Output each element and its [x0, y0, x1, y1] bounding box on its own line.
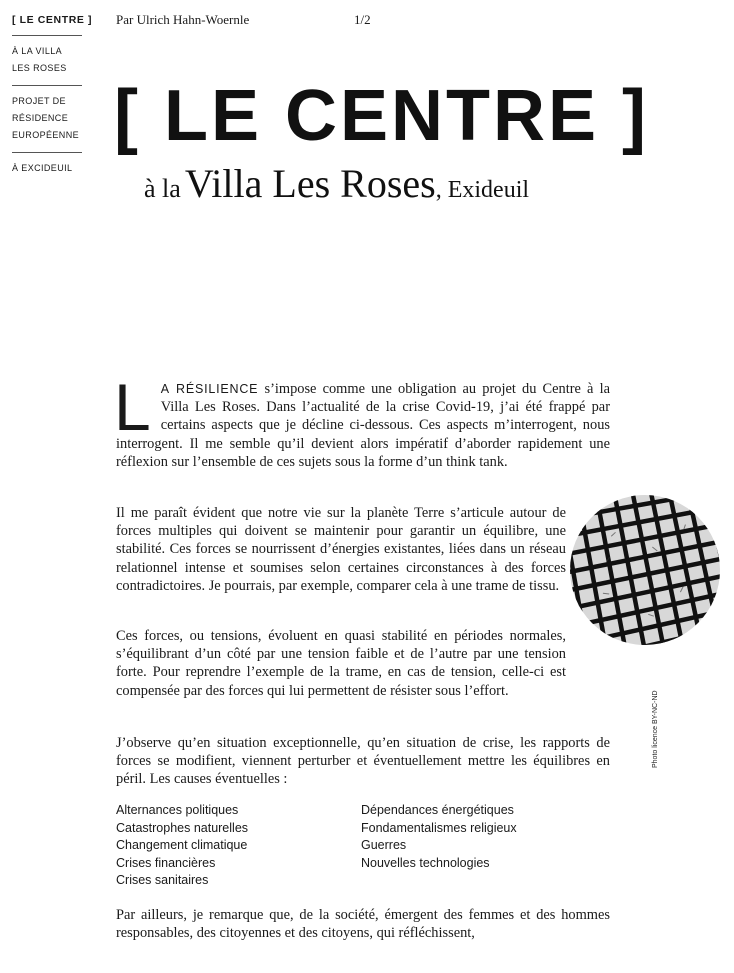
page-subtitle: [144, 160, 529, 207]
causes-list-left: [116, 802, 248, 890]
author-byline: Par Ulrich Hahn-Woernle: [116, 12, 250, 27]
subtitle-main: Villa Les Roses: [184, 161, 436, 206]
list-item: Fondamentalismes religieux: [361, 820, 517, 835]
sidebar-item-excideuil[interactable]: [12, 153, 82, 185]
page-title: [ LE CENTRE ]: [114, 76, 649, 156]
list-item: Nouvelles technologies: [361, 855, 490, 870]
paragraph-tensions: Ces forces, ou tensions, évoluent en quasi stabilité en périodes normales, s’équilibrant d’un côté par une tension faible et de l’autre par une tension forte. Pour reprendre l’exemple de la trame, en cas de tension, celle-ci est compensée par des forces qui lui permettent de résister sous l’effort.: [116, 628, 566, 699]
list-item: Dépendances énergétiques: [361, 803, 514, 817]
causes-list-right: [361, 802, 517, 872]
list-item: Alternances politiques: [116, 803, 239, 817]
sidebar-item-line: RÉSIDENCE: [12, 113, 69, 123]
list-item: Crises sanitaires: [116, 873, 209, 888]
sidebar-item-line: EUROPÉENNE: [12, 130, 80, 140]
paragraph-text: s’impose comme une obligation au projet du Centre à la Villa Les Roses. Dans l’actualité de la crise Covid-19, j’ai été frappé par certains aspects que je décline ci-dessous. Ces aspects m’interrogent, nous interrogent. Il me semble qu’il devient alors impératif d’aborder rapidement une réflexion sur l’ensemble de ces sujets sous la forme d’un think tank.: [116, 381, 610, 470]
sidebar-item-line: PROJET DE: [12, 96, 66, 106]
sidebar-item-villa[interactable]: [12, 36, 82, 86]
list-item: Changement climatique: [116, 838, 248, 853]
sidebar-item-line: LES ROSES: [12, 63, 67, 73]
list-item: Guerres: [361, 838, 407, 853]
subtitle-suffix: , Exideuil: [435, 177, 530, 203]
fabric-grid-photo-icon: [569, 494, 721, 646]
lead-words: A RÉSILIENCE: [160, 382, 259, 396]
sidebar-item-residence[interactable]: [12, 86, 82, 153]
sidebar-header[interactable]: [ LE CENTRE ]: [12, 14, 82, 36]
sidebar-item-line: À LA VILLA: [12, 46, 63, 56]
sidebar-nav: [12, 14, 93, 185]
paragraph-crisis: J’observe qu’en situation exceptionnelle, qu’en situation de crise, les rapports de forces se modifient, viennent perturber et éventuellement mettre les équilibres en péril. Les causes éventuelles :: [116, 735, 610, 788]
paragraph-citizens: Par ailleurs, je remarque que, de la société, émergent des femmes et des hommes responsables, des citoyennes et des citoyens, qui réfléchissent,: [116, 907, 610, 942]
photo-credit: Photo licence BY-NC-ND: [652, 690, 659, 768]
list-item: Crises financières: [116, 855, 216, 870]
drop-cap: L: [114, 370, 151, 444]
list-item: Catastrophes naturelles: [116, 820, 249, 835]
paragraph-intro: [114, 370, 610, 471]
sidebar-item-line: À EXCIDEUIL: [12, 163, 73, 173]
page-number: 1/2: [354, 12, 371, 27]
paragraph-forces: Il me paraît évident que notre vie sur la planète Terre s’articule autour de forces multiples qui doivent se maintenir pour garantir un équilibre, une stabilité. Ces forces se nourrissent d’énergies existantes, liées dans un réseau relationnel intense et soumises selon certaines circonstances à des forces contradictoires. Je pourrais, par exemple, comparer cela à une trame de tissu.: [116, 505, 566, 594]
subtitle-prefix: à la: [144, 174, 181, 203]
